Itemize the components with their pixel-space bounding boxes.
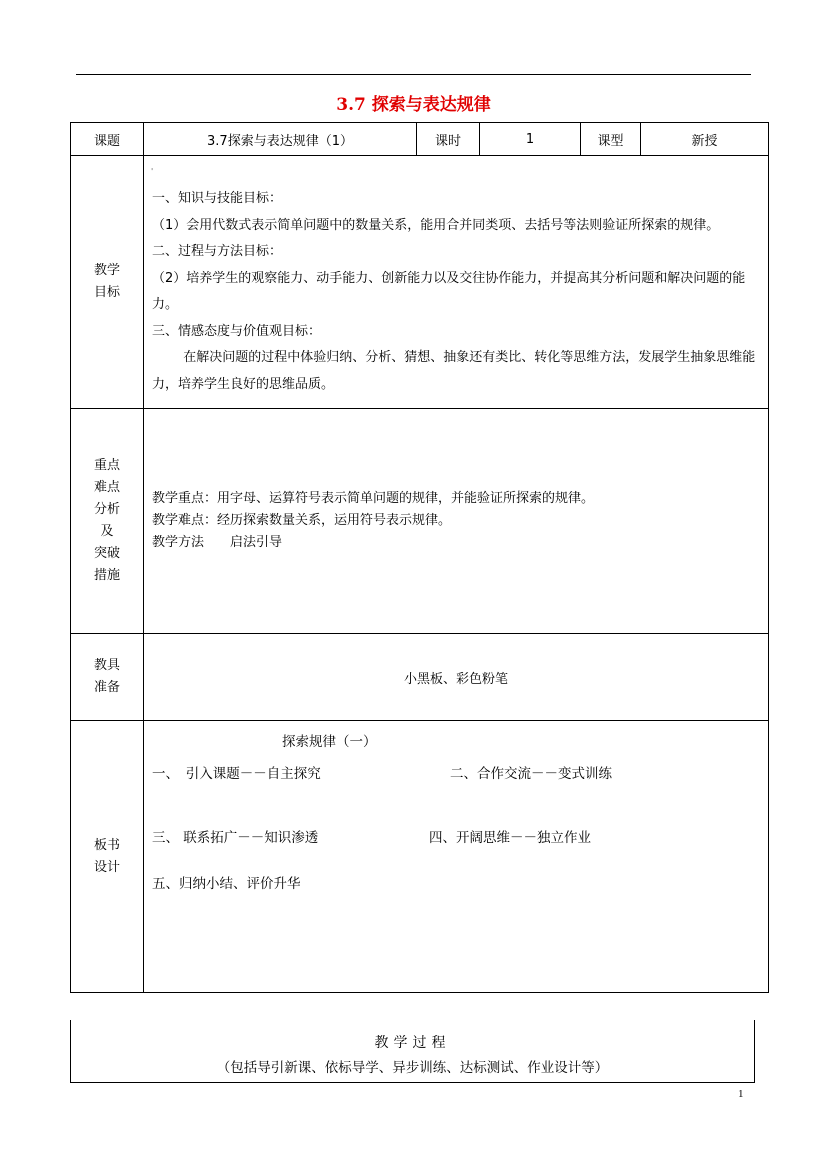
board-label: 板书 设计 (93, 837, 120, 875)
teaching-focus: 教学重点：用字母、运算符号表示简单问题的规律，并能验证所探索的规律。 (152, 491, 595, 506)
tools-value: 小黑板、彩色粉笔 (144, 634, 769, 721)
process-subtitle: （包括导引新课、依标导学、异步训练、达标测试、作业设计等） (216, 1060, 609, 1076)
topic-label: 课题 (71, 123, 144, 156)
board-item: 二、合作交流－－变式训练 (450, 766, 612, 782)
teaching-method: 教学方法 启法引导 (152, 535, 283, 550)
tools-label: 教具 准备 (93, 658, 120, 695)
topic-value: 3.7探索与表达规律（1） (144, 123, 417, 156)
lesson-plan-table (70, 122, 769, 993)
page-number: 1 (738, 1088, 744, 1100)
board-item: 一、 引入课题－－自主探究 (152, 766, 321, 782)
goal-line: （1）会用代数式表示简单问题中的数量关系，能用合并同类项、去括号等法则验证所探索的规律。 (152, 217, 720, 233)
goal-line: 三、情感态度与价值观目标： (152, 323, 322, 339)
teaching-process-box (70, 1020, 755, 1083)
board-item: 四、开阔思维－－独立作业 (429, 830, 591, 846)
goals-label: 教学 目标 (93, 263, 120, 300)
board-heading: 探索规律（一） (282, 734, 377, 750)
type-label: 课型 (581, 123, 641, 156)
header-rule (76, 74, 751, 75)
process-title: 教学过程 (374, 1035, 451, 1051)
goals-content: ' 一、知识与技能目标： （1）会用代数式表示简单问题中的数量关系，能用合并同类项、去括号等法则验证所探索的规律。 二、过程与方法目标： （2）培养学生的观察能力、动手能力、创新能力以及交往协作能力，并提高其分析问题和解决问题的能力。 三、情感态度与价值观目标： 在解决问题的过程中体验归纳、分析、猜想、抽象还有类比、转化等思维方法，发展学生抽象思维能力，培养学生良好的思维品质。 (144, 156, 769, 409)
goal-line: 二、过程与方法目标： (152, 244, 283, 259)
tools-row (71, 634, 769, 721)
document-title: 3.7 探索与表达规律 (336, 95, 491, 115)
key-points-row (71, 409, 769, 634)
board-item: 三、 联系拓广－－知识渗透 (152, 830, 319, 846)
goals-row (71, 156, 769, 409)
goal-line: 一、知识与技能目标： (152, 191, 283, 206)
hours-label: 课时 (417, 123, 480, 156)
board-item: 五、归纳小结、评价升华 (152, 876, 301, 892)
key-points-content (144, 409, 769, 634)
key-points-label: 重点 难点 分析 及 突破 措施 (93, 458, 120, 583)
board-row (71, 721, 769, 993)
hours-value: 1 (480, 123, 581, 156)
header-row (71, 123, 769, 156)
teaching-difficulty: 教学难点：经历探索数量关系，运用符号表示规律。 (152, 513, 452, 528)
board-design (144, 721, 769, 993)
goal-line: 在解决问题的过程中体验归纳、分析、猜想、抽象还有类比、转化等思维方法，发展学生抽象思维能力，培养学生良好的思维品质。 (152, 350, 756, 392)
type-value: 新授 (641, 123, 769, 156)
goal-line: （2）培养学生的观察能力、动手能力、创新能力以及交往协作能力，并提高其分析问题和解决问题的能力。 (152, 270, 746, 312)
